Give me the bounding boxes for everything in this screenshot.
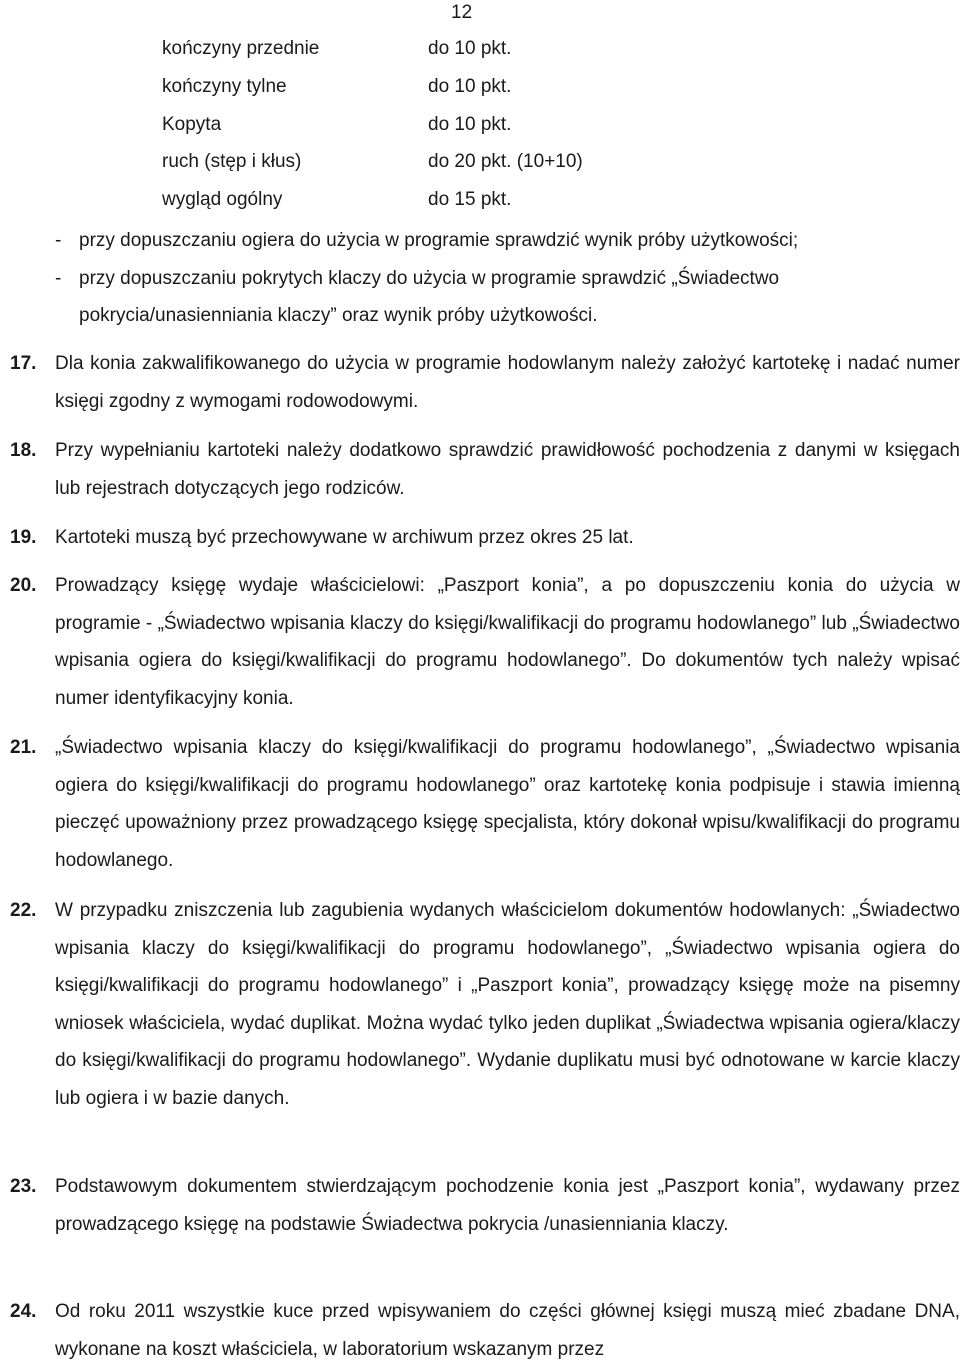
score-row xyxy=(162,106,583,144)
numbered-paragraph-22 xyxy=(10,892,960,1117)
paragraph-number: 20. xyxy=(10,575,37,596)
numbered-paragraph-24 xyxy=(10,1293,960,1368)
paragraph-number: 24. xyxy=(10,1301,37,1322)
paragraph-text: Kartoteki muszą być przechowywane w archiwum przez okres 25 lat. xyxy=(55,527,634,548)
bullet-item xyxy=(55,222,960,260)
paragraph-number: 19. xyxy=(10,527,37,548)
score-value: do 10 pkt. xyxy=(428,38,512,59)
score-label: wygląd ogólny xyxy=(162,189,283,211)
numbered-paragraph-19 xyxy=(10,519,960,557)
score-label: Kopyta xyxy=(162,113,222,135)
numbered-paragraph-23 xyxy=(10,1168,960,1243)
paragraph-text: W przypadku zniszczenia lub zagubienia wydanych właścicielom dokumentów hodowlanych: „Świadectwo wpisania klaczy do księgi/kwalifikacji do programu hodowlanego”, „Świadectwo wpisania ogiera do księgi/kwalifikacji do programu hodowlanego” i „Paszport konia”, prowadzący księgę może na pisemny wniosek właściciela, wydać duplikat. Można wydać tylko jeden duplikat „Świadectwa wpisania ogiera/klaczy do księgi/kwalifikacji do programu hodowlanego”. Wydanie duplikatu musi być odnotowane w karcie klaczy lub ogiera i w bazie danych. xyxy=(55,900,960,1109)
score-label: kończyny przednie xyxy=(162,38,320,59)
numbered-paragraph-18 xyxy=(10,432,960,507)
bullet-dash: - xyxy=(55,267,62,289)
bullet-text: przy dopuszczaniu pokrytych klaczy do użycia w programie sprawdzić „Świadectwo pokrycia/unasienniania klaczy” oraz wynik próby użytkowości. xyxy=(79,267,780,326)
score-row xyxy=(162,181,583,219)
paragraph-text: „Świadectwo wpisania klaczy do księgi/kwalifikacji do programu hodowlanego”, „Świadectwo wpisania ogiera do księgi/kwalifikacji do programu hodowlanego” oraz kartotekę konia podpisuje i stawia imienną pieczęć upoważniony przez prowadzącego księgę specjalista, który dokonał wpisu/kwalifikacji do programu hodowlanego. xyxy=(55,737,960,871)
paragraph-number: 21. xyxy=(10,737,37,758)
paragraph-text: Przy wypełnianiu kartoteki należy dodatkowo sprawdzić prawidłowość pochodzenia z danymi w księgach lub rejestrach dotyczących jego rodziców. xyxy=(55,440,960,499)
page-number: 12 xyxy=(451,2,473,23)
score-label: ruch (stęp i kłus) xyxy=(162,151,302,173)
score-row xyxy=(162,143,583,181)
bullet-dash: - xyxy=(55,230,62,251)
score-value: do 15 pkt. xyxy=(428,189,512,211)
bullet-item xyxy=(55,260,960,335)
paragraph-text: Podstawowym dokumentem stwierdzającym pochodzenie konia jest „Paszport konia”, wydawany przez prowadzącego księgę na podstawie Świadectwa pokrycia /unasienniania klaczy. xyxy=(55,1176,960,1235)
score-value: do 10 pkt. xyxy=(428,113,512,135)
numbered-paragraph-21 xyxy=(10,729,960,879)
paragraph-number: 22. xyxy=(10,900,37,921)
paragraph-number: 18. xyxy=(10,440,37,461)
bullet-text: przy dopuszczaniu ogiera do użycia w programie sprawdzić wynik próby użytkowości; xyxy=(79,230,799,251)
score-label: kończyny tylne xyxy=(162,75,287,97)
paragraph-number: 17. xyxy=(10,353,37,374)
paragraph-text: Dla konia zakwalifikowanego do użycia w programie hodowlanym należy założyć kartotekę i nadać numer księgi zgodny z wymogami rodowodowymi. xyxy=(55,353,960,412)
score-row xyxy=(162,30,583,68)
numbered-paragraph-20 xyxy=(10,567,960,717)
bullet-list xyxy=(55,222,960,335)
score-list xyxy=(162,30,583,219)
score-value: do 20 pkt. (10+10) xyxy=(428,151,583,173)
paragraph-number: 23. xyxy=(10,1176,37,1197)
paragraph-text: Prowadzący księgę wydaje właścicielowi: „Paszport konia”, a po dopuszczeniu konia do użycia w programie - „Świadectwo wpisania klaczy do księgi/kwalifikacji do programu hodowlanego” lub „Świadectwo wpisania ogiera do księgi/kwalifikacji do programu hodowlanego”. Do dokumentów tych należy wpisać numer identyfikacyjny konia. xyxy=(55,575,960,709)
score-value: do 10 pkt. xyxy=(428,75,512,97)
numbered-paragraph-17 xyxy=(10,345,960,420)
score-row xyxy=(162,68,583,106)
paragraph-text: Od roku 2011 wszystkie kuce przed wpisywaniem do części głównej księgi muszą mieć zbadane DNA, wykonane na koszt właściciela, w laboratorium wskazanym przez xyxy=(55,1301,960,1360)
